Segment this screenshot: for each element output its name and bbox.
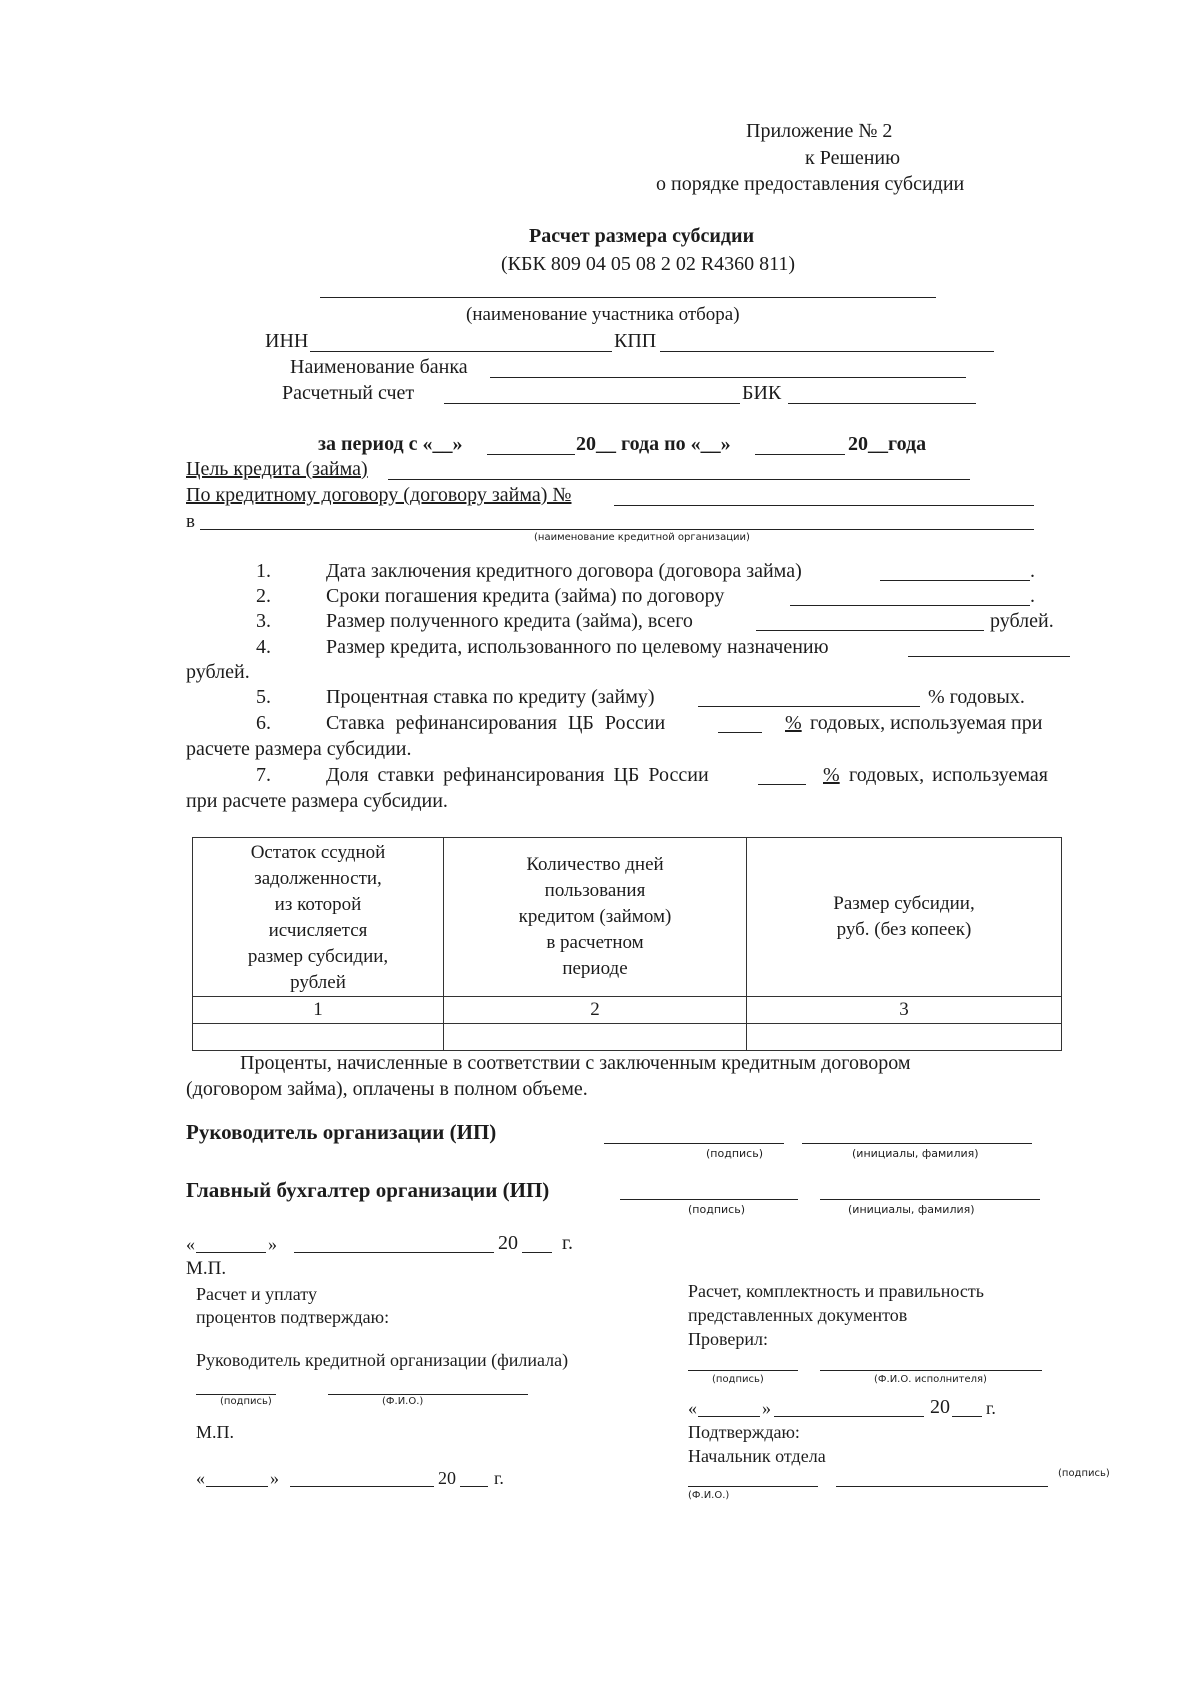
check-executor-field[interactable] bbox=[820, 1370, 1042, 1371]
credit-purpose-label: Цель кредита (займа) bbox=[186, 458, 368, 480]
item-2-tail: . bbox=[1030, 585, 1035, 607]
confirm-label: Подтверждаю: bbox=[688, 1422, 800, 1442]
item-3-num: 3. bbox=[256, 610, 271, 632]
check-date-close-quote: » bbox=[762, 1398, 771, 1418]
period-from: за период с «__» bbox=[318, 433, 463, 455]
bank-date-year-prefix: 20 bbox=[438, 1468, 456, 1488]
accountant-signature-field[interactable] bbox=[620, 1199, 798, 1200]
credit-purpose-field[interactable] bbox=[388, 479, 970, 480]
check-line-1: Расчет, комплектность и правильность bbox=[688, 1281, 984, 1301]
participant-name-field[interactable] bbox=[320, 297, 936, 298]
period-to: 20__ года по «__» bbox=[576, 433, 731, 455]
dept-fio-caption: (Ф.И.О.) bbox=[688, 1490, 730, 1501]
header-1-line: из которой bbox=[274, 894, 362, 915]
bank-date-month-field[interactable] bbox=[290, 1486, 434, 1487]
header-cell-2 bbox=[444, 838, 747, 997]
kpp-label: КПП bbox=[614, 330, 657, 352]
credit-org-field[interactable] bbox=[200, 529, 1034, 530]
item-6-tail: годовых, используемая при bbox=[810, 712, 1043, 734]
date-month-field[interactable] bbox=[294, 1252, 494, 1253]
header-1-line: Остаток ссудной bbox=[250, 842, 386, 863]
date-open-quote: « bbox=[186, 1234, 195, 1254]
header-2-line: периоде bbox=[562, 958, 628, 979]
bank-sign-caption: (подпись) bbox=[220, 1396, 272, 1407]
item-7-pct: % bbox=[823, 764, 840, 786]
item-2-num: 2. bbox=[256, 585, 271, 607]
item-3-field[interactable] bbox=[756, 630, 984, 631]
check-date-month-field[interactable] bbox=[774, 1416, 924, 1417]
item-7-continuation: при расчете размера субсидии. bbox=[186, 790, 448, 812]
item-6-text: Ставка рефинансирования ЦБ России bbox=[326, 712, 666, 734]
header-1-line: исчисляется bbox=[268, 920, 368, 941]
head-name-caption: (инициалы, фамилия) bbox=[852, 1147, 979, 1160]
bank-name-field[interactable] bbox=[490, 377, 966, 378]
item-4-field[interactable] bbox=[908, 656, 1070, 657]
check-checked-label: Проверил: bbox=[688, 1329, 768, 1349]
item-7-num: 7. bbox=[256, 764, 271, 786]
item-3-tail: рублей. bbox=[990, 610, 1054, 632]
header-2-line: кредитом (займом) bbox=[518, 906, 672, 927]
column-number-1: 1 bbox=[193, 997, 444, 1024]
header-cell-3 bbox=[747, 838, 1062, 997]
bank-head-signature-field[interactable] bbox=[196, 1394, 276, 1395]
kpp-field[interactable] bbox=[660, 351, 994, 352]
item-1-tail: . bbox=[1030, 560, 1035, 582]
kbk-code: (КБК 809 04 05 08 2 02 R4360 811) bbox=[501, 253, 796, 275]
date-year-suffix: г. bbox=[562, 1232, 573, 1254]
accountant-name-caption: (инициалы, фамилия) bbox=[848, 1203, 975, 1216]
header-cell-1 bbox=[193, 838, 444, 997]
column-number-2: 2 bbox=[444, 997, 747, 1024]
header-1-line: размер субсидии, bbox=[247, 946, 389, 967]
check-executor-caption: (Ф.И.О. исполнителя) bbox=[874, 1374, 987, 1385]
item-4-num: 4. bbox=[256, 636, 271, 658]
inn-field[interactable] bbox=[310, 351, 612, 352]
head-signature-field[interactable] bbox=[604, 1143, 784, 1144]
table-row bbox=[193, 1024, 1062, 1051]
check-date-year-suffix: г. bbox=[986, 1398, 996, 1418]
period-from-month-field[interactable] bbox=[487, 454, 575, 455]
header-3-line: руб. (без копеек) bbox=[836, 919, 972, 940]
appendix-line-1: Приложение № 2 bbox=[746, 120, 893, 142]
item-1-field[interactable] bbox=[880, 580, 1030, 581]
bik-label: БИК bbox=[742, 382, 782, 404]
item-5-num: 5. bbox=[256, 686, 271, 708]
credit-contract-field[interactable] bbox=[614, 505, 1034, 506]
item-4-continuation: рублей. bbox=[186, 661, 250, 683]
credit-org-prefix: в bbox=[186, 511, 195, 532]
check-date-year-prefix: 20 bbox=[930, 1396, 950, 1418]
item-7-text: Доля ставки рефинансирования ЦБ России bbox=[326, 764, 709, 786]
item-6-field[interactable] bbox=[718, 732, 762, 733]
item-1-text: Дата заключения кредитного договора (договора займа) bbox=[326, 560, 802, 582]
item-7-tail: годовых, используемая bbox=[849, 764, 1048, 786]
inn-label: ИНН bbox=[265, 330, 309, 352]
dept-sign-caption: (подпись) bbox=[1058, 1468, 1110, 1479]
header-2-line: в расчетном bbox=[546, 932, 644, 953]
item-1-num: 1. bbox=[256, 560, 271, 582]
column-number-3: 3 bbox=[747, 997, 1062, 1024]
bank-confirm-line-2: процентов подтверждаю: bbox=[196, 1307, 390, 1327]
date-year-field[interactable] bbox=[522, 1252, 552, 1253]
item-2-field[interactable] bbox=[790, 605, 1030, 606]
check-signature-field[interactable] bbox=[688, 1370, 798, 1371]
item-6-pct: % bbox=[785, 712, 802, 734]
check-date-year-field[interactable] bbox=[952, 1416, 982, 1417]
check-date-open-quote: « bbox=[688, 1398, 697, 1418]
stamp-place-1: М.П. bbox=[186, 1258, 227, 1279]
dept-head-signature-field[interactable] bbox=[836, 1486, 1048, 1487]
item-3-text: Размер полученного кредита (займа), всего bbox=[326, 610, 693, 632]
stamp-place-2: М.П. bbox=[196, 1422, 235, 1442]
date-close-quote: » bbox=[268, 1234, 277, 1254]
credit-contract-label: По кредитному договору (договору займа) № bbox=[186, 484, 572, 506]
bank-date-year-field[interactable] bbox=[460, 1486, 488, 1487]
appendix-line-2: к Решению bbox=[805, 147, 901, 169]
bank-head-name-field[interactable] bbox=[328, 1394, 528, 1395]
bank-name-label: Наименование банка bbox=[290, 356, 468, 378]
bank-date-year-suffix: г. bbox=[494, 1468, 504, 1488]
item-5-text: Процентная ставка по кредиту (займу) bbox=[326, 686, 655, 708]
table-cell-days[interactable] bbox=[444, 1024, 747, 1051]
table-cell-balance[interactable] bbox=[193, 1024, 444, 1051]
bank-fio-caption: (Ф.И.О.) bbox=[382, 1396, 424, 1407]
appendix-line-3: о порядке предоставления субсидии bbox=[656, 173, 965, 195]
head-label: Руководитель организации (ИП) bbox=[186, 1120, 497, 1144]
header-3-line: Размер субсидии, bbox=[833, 893, 975, 914]
head-name-field[interactable] bbox=[802, 1143, 1032, 1144]
header-1-line: задолженности, bbox=[254, 868, 382, 889]
header-2-line: пользования bbox=[544, 880, 646, 901]
accountant-label: Главный бухгалтер организации (ИП) bbox=[186, 1178, 550, 1202]
table-cell-subsidy[interactable] bbox=[747, 1024, 1062, 1051]
bank-date-close-quote: » bbox=[270, 1468, 279, 1488]
accountant-name-field[interactable] bbox=[820, 1199, 1040, 1200]
bank-date-open-quote: « bbox=[196, 1468, 205, 1488]
document-title: Расчет размера субсидии bbox=[529, 225, 755, 247]
check-line-2: представленных документов bbox=[688, 1305, 908, 1325]
accountant-sign-caption: (подпись) bbox=[688, 1203, 745, 1216]
dept-head-fio-field[interactable] bbox=[688, 1486, 818, 1487]
date-year-prefix: 20 bbox=[498, 1232, 518, 1254]
subsidy-calculation-table bbox=[192, 837, 1062, 1051]
bank-date-day-field[interactable] bbox=[206, 1486, 268, 1487]
period-to-month-field[interactable] bbox=[755, 454, 845, 455]
item-6-continuation: расчете размера субсидии. bbox=[186, 738, 412, 760]
participant-caption: (наименование участника отбора) bbox=[466, 304, 740, 325]
bank-confirm-line-1: Расчет и уплату bbox=[196, 1284, 317, 1304]
table-header-row bbox=[193, 838, 1062, 997]
header-1-line: рублей bbox=[290, 972, 346, 993]
header-2-line: Количество дней bbox=[526, 854, 664, 875]
period-to-year: 20__года bbox=[848, 433, 927, 455]
interest-note-line-2: (договором займа), оплачены в полном объеме. bbox=[186, 1078, 588, 1100]
date-day-field[interactable] bbox=[196, 1252, 266, 1253]
account-label: Расчетный счет bbox=[282, 382, 415, 404]
item-6-num: 6. bbox=[256, 712, 271, 734]
account-field[interactable] bbox=[444, 403, 740, 404]
credit-org-caption: (наименование кредитной организации) bbox=[534, 532, 750, 543]
item-4-text: Размер кредита, использованного по целевому назначению bbox=[326, 636, 829, 658]
bik-field[interactable] bbox=[788, 403, 976, 404]
check-sign-caption: (подпись) bbox=[712, 1374, 764, 1385]
check-date-day-field[interactable] bbox=[698, 1416, 760, 1417]
item-5-tail: % годовых. bbox=[928, 686, 1025, 708]
item-5-field[interactable] bbox=[698, 706, 920, 707]
item-7-field[interactable] bbox=[758, 784, 806, 785]
item-2-text: Сроки погашения кредита (займа) по договору bbox=[326, 585, 725, 607]
head-sign-caption: (подпись) bbox=[706, 1147, 763, 1160]
dept-head-label: Начальник отдела bbox=[688, 1446, 826, 1466]
interest-note-line-1: Проценты, начисленные в соответствии с заключенным кредитным договором bbox=[240, 1052, 911, 1074]
table-number-row bbox=[193, 997, 1062, 1024]
bank-head-label: Руководитель кредитной организации (филиала) bbox=[196, 1350, 569, 1370]
